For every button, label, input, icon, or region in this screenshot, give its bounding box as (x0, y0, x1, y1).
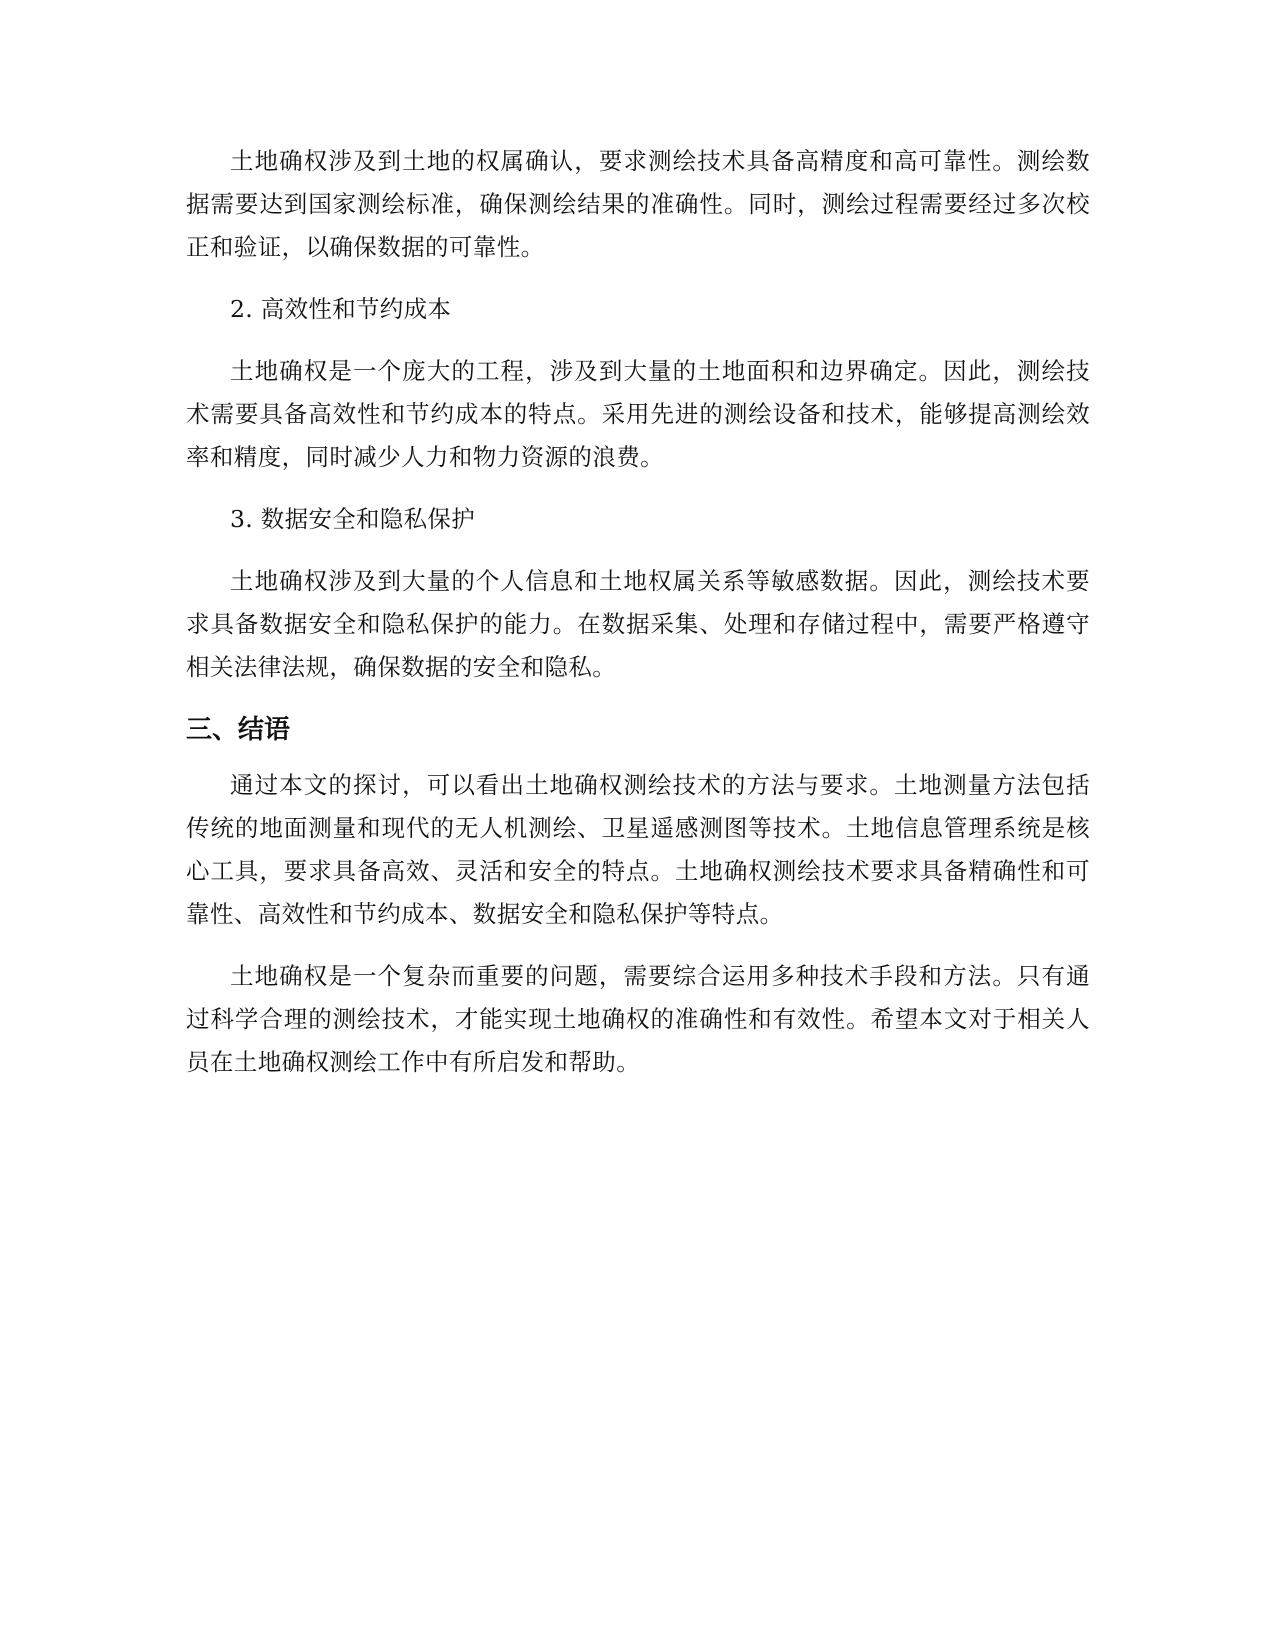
paragraph-conclusion-closing: 土地确权是一个复杂而重要的问题，需要综合运用多种技术手段和方法。只有通过科学合理的测绘技术，才能实现土地确权的准确性和有效性。希望本文对于相关人员在土地确权测绘工作中有所启发和帮助。 (186, 962, 1090, 1076)
paragraph-data-security: 土地确权涉及到大量的个人信息和土地权属关系等敏感数据。因此，测绘技术要求具备数据安全和隐私保护的能力。在数据采集、处理和存储过程中，需要严格遵守相关法律法规，确保数据的安全和隐私。 (186, 567, 1090, 681)
list-item-data-security: 3. 数据安全和隐私保护 (230, 505, 475, 533)
paragraph-conclusion-summary: 通过本文的探讨，可以看出土地确权测绘技术的方法与要求。土地测量方法包括传统的地面测量和现代的无人机测绘、卫星遥感测图等技术。土地信息管理系统是核心工具，要求具备高效、灵活和安全的特点。土地确权测绘技术要求具备精确性和可靠性、高效性和节约成本、数据安全和隐私保护等特点。 (186, 771, 1090, 928)
paragraph-efficiency-cost: 土地确权是一个庞大的工程，涉及到大量的土地面积和边界确定。因此，测绘技术需要具备高效性和节约成本的特点。采用先进的测绘设备和技术，能够提高测绘效率和精度，同时减少人力和物力资源的浪费。 (186, 357, 1090, 471)
list-item-efficiency-cost: 2. 高效性和节约成本 (230, 295, 452, 323)
document-page (186, 140, 1090, 1103)
paragraph-accuracy-reliability: 土地确权涉及到土地的权属确认，要求测绘技术具备高精度和高可靠性。测绘数据需要达到国家测绘标准，确保测绘结果的准确性。同时，测绘过程需要经过多次校正和验证，以确保数据的可靠性。 (186, 147, 1090, 261)
section-heading-conclusion: 三、结语 (186, 715, 291, 745)
